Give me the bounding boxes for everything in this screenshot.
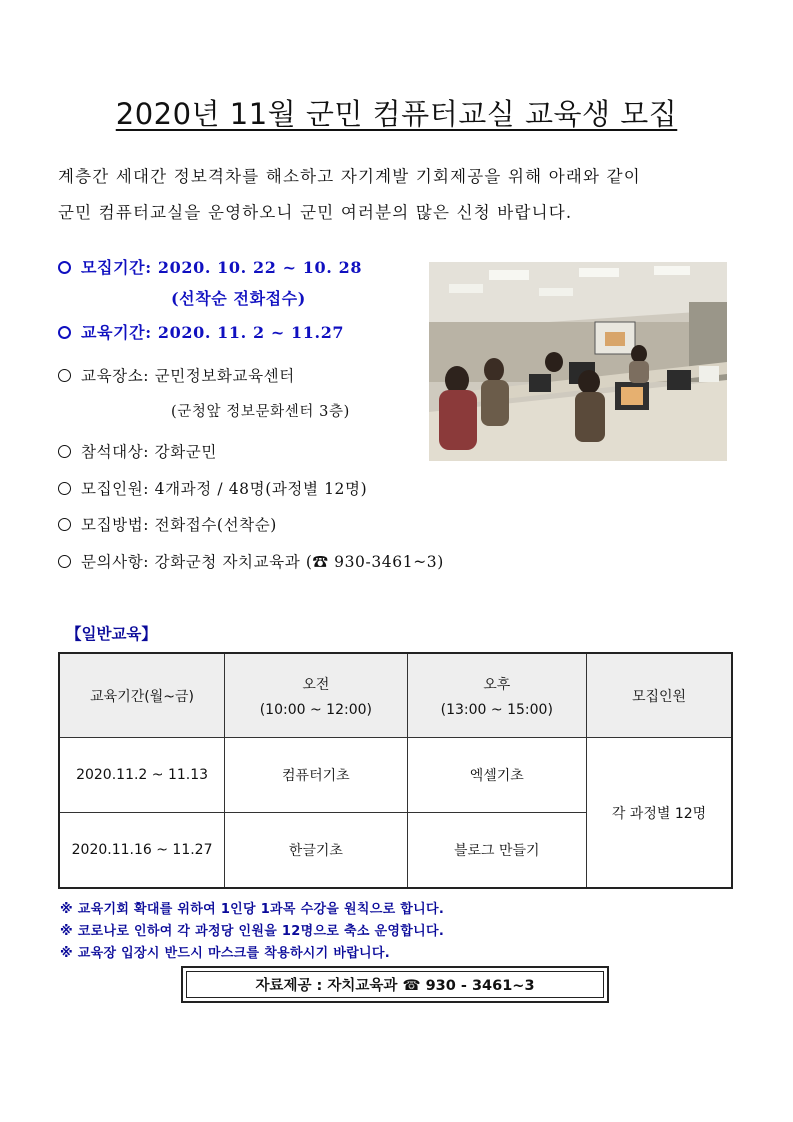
application-method: 모집방법: 전화접수(선착순) xyxy=(58,513,277,535)
recruit-period: 모집기간: 2020. 10. 22 ~ 10. 28 xyxy=(58,255,362,278)
recruit-note: (선착순 전화접수) xyxy=(171,289,306,308)
page-title: 2020년 11월 군민 컴퓨터교실 교육생 모집 xyxy=(115,97,678,131)
classroom-photo-icon xyxy=(429,262,727,461)
inquiry-info: 문의사항: 강화군청 자치교육과 (☎ 930-3461~3) xyxy=(58,550,444,572)
education-period: 교육기간: 2020. 11. 2 ~ 11.27 xyxy=(58,320,344,343)
header-afternoon-label: 오후 xyxy=(483,676,511,693)
header-morning xyxy=(225,653,407,738)
education-location: 교육장소: 군민정보화교육센터 xyxy=(58,364,295,386)
circle-bullet-icon xyxy=(58,555,71,568)
headcount-info: 모집인원: 4개과정 / 48명(과정별 12명) xyxy=(58,477,367,499)
source-text: 자료제공 : 자치교육과 ☎ 930 - 3461~3 xyxy=(255,978,535,994)
header-headcount: 모집인원 xyxy=(587,653,733,738)
source-box xyxy=(181,966,609,1003)
schedule-table xyxy=(58,652,733,889)
circle-bullet-icon xyxy=(58,261,71,274)
note-line: ※ 교육기회 확대를 위하여 1인당 1과목 수강을 원칙으로 합니다. xyxy=(60,902,445,917)
header-morning-time: (10:00 ~ 12:00) xyxy=(259,701,372,718)
table-header-row xyxy=(59,653,732,738)
classroom-photo xyxy=(429,262,727,461)
circle-bullet-icon xyxy=(58,369,71,382)
target-audience: 참석대상: 강화군민 xyxy=(58,440,217,462)
source-box-inner-border xyxy=(186,971,604,998)
intro-line-1: 계층간 세대간 정보격차를 해소하고 자기계발 기회제공을 위해 아래와 같이 xyxy=(58,167,641,186)
headcount-cell: 각 과정별 12명 xyxy=(587,738,733,889)
section-label: 【일반교육】 xyxy=(66,625,157,643)
circle-bullet-icon xyxy=(58,445,71,458)
row-morning-course: 컴퓨터기초 xyxy=(225,738,407,813)
note-line: ※ 교육장 입장시 반드시 마스크를 착용하시기 바랍니다. xyxy=(60,946,391,961)
row-afternoon-course: 블로그 만들기 xyxy=(407,813,586,889)
note-line: ※ 코로나로 인하여 각 과정당 인원을 12명으로 축소 운영합니다. xyxy=(60,924,445,939)
intro-line-2: 군민 컴퓨터교실을 운영하오니 군민 여러분의 많은 신청 바랍니다. xyxy=(58,203,573,222)
circle-bullet-icon xyxy=(58,482,71,495)
row-morning-course: 한글기초 xyxy=(225,813,407,889)
header-morning-label: 오전 xyxy=(302,676,330,693)
header-afternoon xyxy=(407,653,586,738)
circle-bullet-icon xyxy=(58,518,71,531)
table-row xyxy=(59,738,732,813)
row-period: 2020.11.16 ~ 11.27 xyxy=(59,813,225,889)
header-afternoon-time: (13:00 ~ 15:00) xyxy=(440,701,553,718)
header-period: 교육기간(월~금) xyxy=(59,653,225,738)
circle-bullet-icon xyxy=(58,326,71,339)
location-note: (군청앞 정보문화센터 3층) xyxy=(171,404,350,420)
row-period: 2020.11.2 ~ 11.13 xyxy=(59,738,225,813)
row-afternoon-course: 엑셀기초 xyxy=(407,738,586,813)
